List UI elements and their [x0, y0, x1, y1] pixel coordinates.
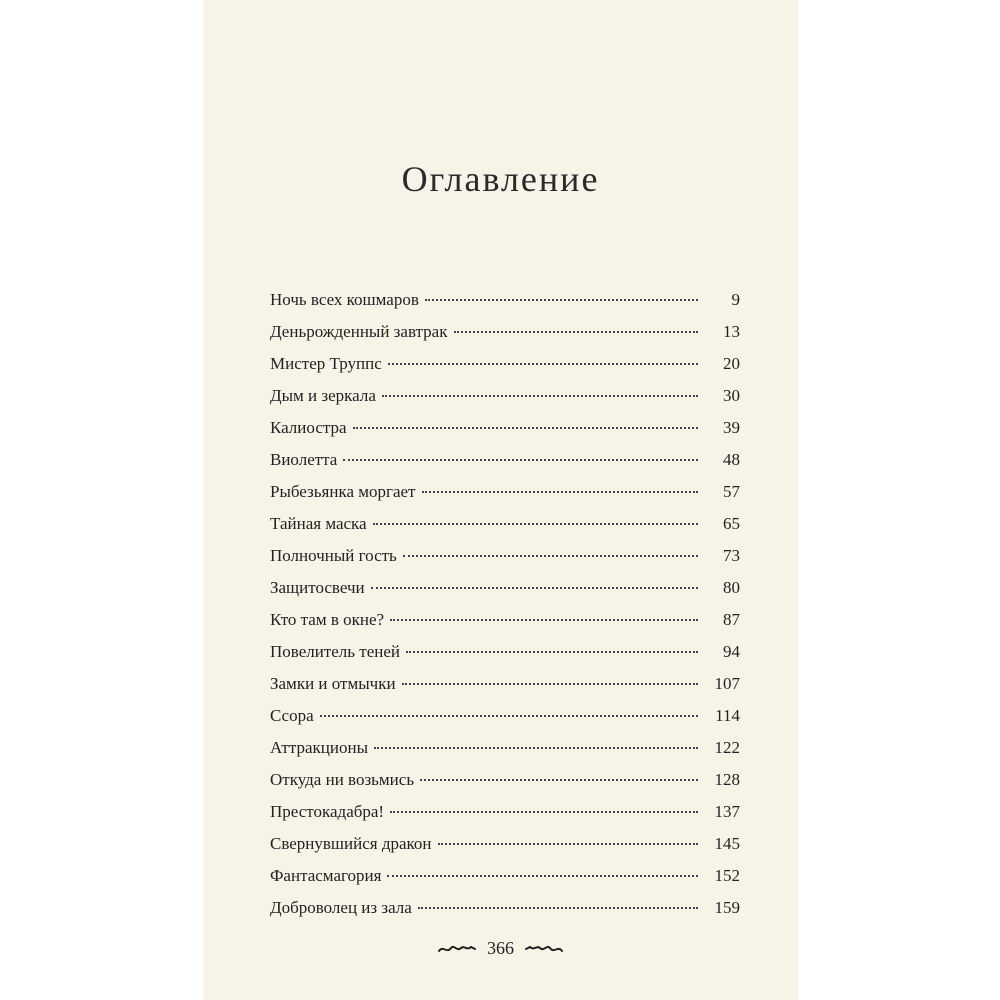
toc-entry-page-number: 48: [723, 450, 740, 469]
toc-entry-title: Тайная маска: [270, 514, 367, 533]
toc-entry-page-number: 39: [723, 418, 740, 437]
book-page: [203, 0, 798, 1000]
toc-entry-title: Полночный гость: [270, 546, 397, 565]
toc-entry: [270, 546, 740, 578]
toc-entry: [270, 450, 740, 482]
dot-leader: [420, 779, 698, 781]
toc-entry-page-number: 94: [723, 642, 740, 661]
toc-entry-title: Фантасмагория: [270, 866, 382, 885]
toc-entry-title: Дым и зеркала: [270, 386, 376, 405]
toc-entry-title: Повелитель теней: [270, 642, 401, 661]
toc-entry: [270, 738, 740, 770]
dot-leader: [418, 907, 698, 909]
toc-entry-title: Рыбезьянка моргает: [270, 482, 416, 501]
toc-entry: [270, 642, 740, 674]
toc-entry-title: Свернувшийся дракон: [270, 834, 432, 853]
toc-entry: [270, 898, 740, 930]
flourish-ornament-icon: [524, 942, 564, 956]
toc-entry-page-number: 65: [723, 514, 740, 533]
dot-leader: [454, 331, 699, 333]
toc-entry-title: Кто там в окне?: [270, 610, 385, 629]
toc-entry-page-number: 20: [723, 354, 740, 373]
toc-entry-page-number: 73: [723, 546, 740, 565]
toc-entry-page-number: 114: [715, 706, 740, 725]
toc-entry: [270, 770, 740, 802]
toc-entry: [270, 610, 740, 642]
toc-entry-page-number: 137: [714, 802, 740, 821]
toc-entry-page-number: 30: [723, 386, 740, 405]
toc-entry-page-number: 159: [714, 898, 740, 917]
toc-entry-page-number: 9: [731, 290, 740, 309]
toc-entry-title: Ссора: [270, 706, 314, 725]
dot-leader: [373, 523, 698, 525]
toc-entry: [270, 290, 740, 322]
toc-entry-page-number: 13: [723, 322, 740, 341]
page-footer: [203, 938, 798, 959]
toc-entry-page-number: 87: [723, 610, 740, 629]
dot-leader: [390, 619, 698, 621]
toc-entry-title: Престокадабра!: [270, 802, 385, 821]
toc-entry: [270, 322, 740, 354]
toc-entry-title: Замки и отмычки: [270, 674, 396, 693]
toc-entry: [270, 802, 740, 834]
toc-entry-title: Защитосвечи: [270, 578, 365, 597]
toc-entry: [270, 706, 740, 738]
toc-entry-title: Аттракционы: [270, 738, 369, 757]
toc-entry: [270, 578, 740, 610]
toc-entry-title: Деньрожденный завтрак: [270, 322, 448, 341]
toc-entry-title: Доброволец из зала: [270, 898, 412, 917]
toc-entry: [270, 418, 740, 450]
toc-entry: [270, 866, 740, 898]
toc-entry-page-number: 122: [714, 738, 740, 757]
dot-leader: [406, 651, 698, 653]
dot-leader: [382, 395, 698, 397]
dot-leader: [388, 363, 698, 365]
dot-leader: [374, 747, 698, 749]
dot-leader: [425, 299, 698, 301]
dot-leader: [403, 555, 698, 557]
toc-entry: [270, 386, 740, 418]
dot-leader: [320, 715, 698, 717]
dot-leader: [390, 811, 698, 813]
dot-leader: [343, 459, 698, 461]
toc-entry-title: Откуда ни возьмись: [270, 770, 415, 789]
toc-entry-page-number: 145: [714, 834, 740, 853]
toc-entry: [270, 354, 740, 386]
flourish-ornament-icon: [437, 942, 477, 956]
toc-entry-page-number: 152: [714, 866, 740, 885]
page-number: 366: [487, 938, 514, 958]
toc-entry-title: Виолетта: [270, 450, 338, 469]
toc-entry-title: Ночь всех кошмаров: [270, 290, 419, 309]
dot-leader: [438, 843, 698, 845]
toc-entry: [270, 514, 740, 546]
dot-leader: [387, 875, 698, 877]
toc-entry-title: Калиостра: [270, 418, 347, 437]
toc-entry: [270, 834, 740, 866]
page-heading: Оглавление: [401, 159, 600, 199]
toc-entry-page-number: 80: [723, 578, 740, 597]
dot-leader: [422, 491, 699, 493]
dot-leader: [402, 683, 698, 685]
toc-entry: [270, 482, 740, 514]
dot-leader: [371, 587, 698, 589]
toc-entry-page-number: 128: [714, 770, 740, 789]
toc-entry: [270, 674, 740, 706]
toc-entry-title: Мистер Труппс: [270, 354, 382, 373]
toc-entry-page-number: 107: [714, 674, 740, 693]
toc-entry-page-number: 57: [723, 482, 740, 501]
table-of-contents: [270, 290, 740, 930]
dot-leader: [353, 427, 698, 429]
